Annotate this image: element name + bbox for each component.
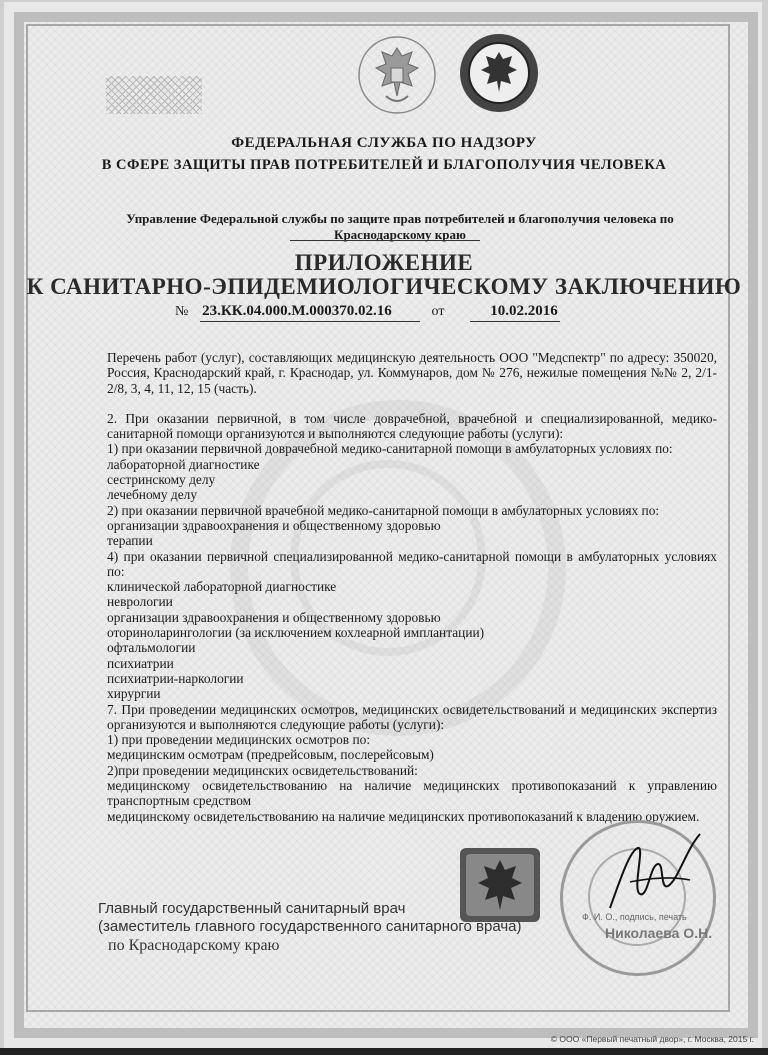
document-number-line — [175, 303, 558, 320]
list-item: офтальмологии — [107, 640, 196, 656]
title-line-2: К САНИТАРНО-ЭПИДЕМИОЛОГИЧЕСКОМУ ЗАКЛЮЧЕНИЮ — [26, 274, 742, 299]
hologram-sticker-icon — [458, 846, 542, 924]
list-item: неврологии — [107, 594, 173, 610]
list-item: 2)при проведении медицинских освидетельствований: — [107, 762, 418, 778]
list-item: медицинскому освидетельствованию на наличие медицинских противопоказаний к владению оружием. — [107, 808, 700, 824]
list-item: 1) при оказании первичной доврачебной медико-санитарной помощи в амбулаторных условиях по: — [107, 441, 673, 457]
section-2: 2. При оказании первичной, в том числе доврачебной, врачебной и специализированной, медико-санитарной помощи организуются и выполняются следующие работы (услуги): — [107, 410, 717, 442]
list-item: организации здравоохранения и общественному здоровью — [107, 517, 441, 533]
list-item: психиатрии-наркологии — [107, 670, 244, 686]
signatory-region: по Краснодарскому краю — [108, 937, 280, 954]
document-date: 10.02.2016 — [490, 303, 558, 319]
title-line-1: ПРИЛОЖЕНИЕ — [294, 250, 474, 275]
list-item: 2) при оказании первичной врачебной медико-санитарной помощи в амбулаторных условиях по: — [107, 502, 660, 518]
printer-footer: © ООО «Первый печатный двор», г. Москва, 2015 г. — [550, 1034, 754, 1044]
list-item: оториноларингологии (за исключением кохлеарной имплантации) — [107, 625, 485, 641]
list-item: хирургии — [107, 686, 161, 702]
handwritten-signature-icon — [590, 820, 720, 920]
list-item: медицинскому освидетельствованию на наличие медицинских противопоказаний к управлению транспортным средством — [107, 778, 717, 809]
list-item: сестринскому делу — [107, 472, 216, 488]
scan-edge — [0, 1048, 768, 1055]
date-label: от — [431, 304, 445, 319]
header-line-2: В СФЕРЕ ЗАЩИТЫ ПРАВ ПОТРЕБИТЕЛЕЙ И БЛАГОПОЛУЧИЯ ЧЕЛОВЕКА — [101, 157, 667, 173]
header-line-1: ФЕДЕРАЛЬНАЯ СЛУЖБА ПО НАДЗОРУ — [231, 135, 537, 151]
document-number: 23.КК.04.000.М.000370.02.16 — [202, 303, 392, 319]
list-item: 1) при проведении медицинских осмотров по: — [107, 732, 371, 748]
list-item: психиатрии — [107, 655, 174, 671]
list-item: 4) при оказании первичной специализированной медико-санитарной помощи в амбулаторных условиях по: — [107, 548, 717, 579]
signatory-title-line-2: (заместитель главного государственного санитарного врача) — [98, 918, 522, 935]
agency-line-2: Краснодарскому краю — [334, 227, 466, 242]
list-item: организации здравоохранения и общественному здоровью — [107, 609, 441, 625]
signatory-title-line-1: Главный государственный санитарный врач — [98, 900, 406, 917]
signature-caption: Ф. И. О., подпись, печать — [582, 912, 687, 922]
list-item: клинической лабораторной диагностике — [107, 579, 337, 595]
security-pattern — [106, 76, 202, 114]
section-7: 7. При проведении медицинских осмотров, медицинских освидетельствований и медицинских экспертиз организуются и выполняются следующие работы (услуги): — [107, 701, 717, 732]
signatory-name: Николаева О.Н. — [605, 925, 713, 941]
date-underline — [470, 321, 560, 322]
coat-of-arms-icon — [356, 34, 438, 116]
list-item: терапии — [107, 533, 153, 549]
number-label: № — [175, 304, 189, 319]
list-item: лабораторной диагностике — [107, 456, 260, 472]
hologram-emblem-icon — [458, 32, 540, 114]
list-item: медицинским осмотрам (предрейсовым, послерейсовым) — [107, 747, 434, 763]
agency-line-1: Управление Федеральной службы по защите прав потребителей и благополучия человека по — [126, 211, 674, 226]
agency-underline — [290, 240, 480, 241]
number-underline — [200, 321, 420, 322]
list-item: лечебному делу — [107, 487, 198, 503]
document-body — [107, 350, 717, 824]
intro-paragraph: Перечень работ (услуг), составляющих медицинскую деятельность ООО "Медспектр" по адресу: 350020, Россия, Краснодарский край, г. Краснодар, ул. Коммунаров, дом № 276, нежилые помещения №№ 2, 2/1-2/8, 3, 4, 11, 12, 15 (часть). — [107, 350, 717, 396]
